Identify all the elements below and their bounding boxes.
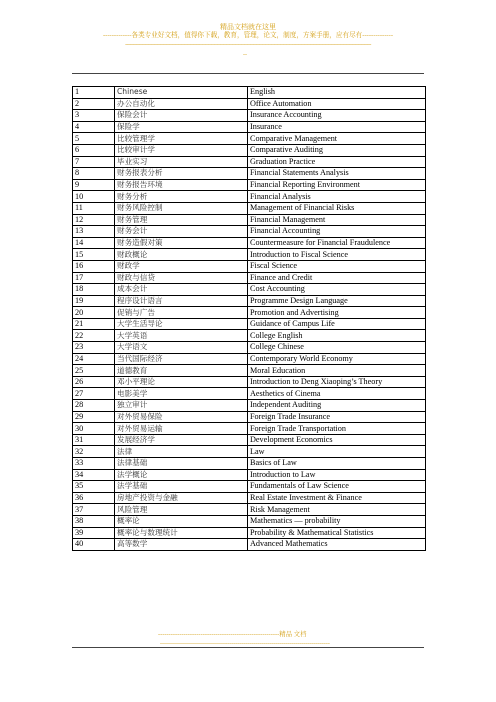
chinese-term: 财政与信贷 xyxy=(115,272,248,284)
row-number: 23 xyxy=(73,342,115,354)
english-term: Introduction to Fiscal Science xyxy=(248,249,426,261)
row-number: 31 xyxy=(73,434,115,446)
row-number: 21 xyxy=(73,318,115,330)
chinese-term: 道德教育 xyxy=(115,365,248,377)
table-row xyxy=(73,272,426,284)
english-term: Cost Accounting xyxy=(248,284,426,296)
english-term: Introduction to Law xyxy=(248,469,426,481)
row-number: 10 xyxy=(73,191,115,203)
english-term: Moral Education xyxy=(248,365,426,377)
chinese-term: 对外贸易运输 xyxy=(115,423,248,435)
row-number: 2 xyxy=(73,98,115,110)
table-row xyxy=(73,110,426,122)
row-number: 3 xyxy=(73,110,115,122)
table-row xyxy=(73,179,426,191)
table-row xyxy=(73,318,426,330)
english-term: Insurance Accounting xyxy=(248,110,426,122)
table-row xyxy=(73,87,426,99)
english-term: Insurance xyxy=(248,121,426,133)
english-term: Aesthetics of Cinema xyxy=(248,388,426,400)
table-row xyxy=(73,376,426,388)
english-term: Independent Auditing xyxy=(248,400,426,412)
chinese-term: 财务风险控制 xyxy=(115,202,248,214)
chinese-term: 法律基础 xyxy=(115,458,248,470)
table-row xyxy=(73,411,426,423)
table-row xyxy=(73,133,426,145)
english-term: Finance and Credit xyxy=(248,272,426,284)
chinese-term: 法律 xyxy=(115,446,248,458)
english-term: Risk Management xyxy=(248,504,426,516)
header-rule xyxy=(72,73,424,74)
row-number: 38 xyxy=(73,515,115,527)
chinese-term: 成本会计 xyxy=(115,284,248,296)
chinese-term: 财政概论 xyxy=(115,249,248,261)
row-number: 35 xyxy=(73,481,115,493)
table-row xyxy=(73,504,426,516)
english-term: Financial Statements Analysis xyxy=(248,168,426,180)
row-number: 5 xyxy=(73,133,115,145)
table-row xyxy=(73,400,426,412)
english-term: Mathematics — probability xyxy=(248,515,426,527)
chinese-term: 财务分析 xyxy=(115,191,248,203)
table-row xyxy=(73,144,426,156)
chinese-term: 大学英语 xyxy=(115,330,248,342)
row-number: 24 xyxy=(73,353,115,365)
table-row xyxy=(73,191,426,203)
english-term: English xyxy=(248,87,426,99)
row-number: 18 xyxy=(73,284,115,296)
english-term: Foreign Trade Insurance xyxy=(248,411,426,423)
english-term: Law xyxy=(248,446,426,458)
row-number: 29 xyxy=(73,411,115,423)
chinese-term: 财政学 xyxy=(115,260,248,272)
chinese-term: 法学概论 xyxy=(115,469,248,481)
row-number: 27 xyxy=(73,388,115,400)
watermark-title: 精品文档就在这里 xyxy=(220,23,276,31)
english-term: Graduation Practice xyxy=(248,156,426,168)
english-term: Advanced Mathematics xyxy=(248,539,426,551)
chinese-term: 发展经济学 xyxy=(115,434,248,446)
english-term: Financial Accounting xyxy=(248,226,426,238)
watermark-banner: -------------各类专业好文档，值得你下载，教育，管理，论文，制度，方案手册，应有尽有-------------- xyxy=(102,32,394,39)
english-term: Contemporary World Economy xyxy=(248,353,426,365)
chinese-term: 法学基础 xyxy=(115,481,248,493)
row-number: 6 xyxy=(73,144,115,156)
chinese-term: 当代国际经济 xyxy=(115,353,248,365)
row-number: 4 xyxy=(73,121,115,133)
table-row xyxy=(73,492,426,504)
row-number: 37 xyxy=(73,504,115,516)
english-term: College Chinese xyxy=(248,342,426,354)
row-number: 9 xyxy=(73,179,115,191)
watermark-footer: ---------------------------------------------------------精品 文档 xyxy=(158,631,307,638)
table-row xyxy=(73,365,426,377)
table-row xyxy=(73,446,426,458)
row-number: 26 xyxy=(73,376,115,388)
table-row xyxy=(73,515,426,527)
table-row xyxy=(73,307,426,319)
table-row xyxy=(73,237,426,249)
table-row xyxy=(73,469,426,481)
row-number: 34 xyxy=(73,469,115,481)
chinese-term: 财务管理 xyxy=(115,214,248,226)
row-number: 14 xyxy=(73,237,115,249)
row-number: 22 xyxy=(73,330,115,342)
watermark-dash-line: -------------------------------------------------------------------------------------------------------------------------------------------------------------------- xyxy=(125,42,371,48)
english-term: Countermeasure for Financial Fraudulence xyxy=(248,237,426,249)
watermark-footer-dashes: ------------------------------------------------------------------------------------- xyxy=(160,641,330,647)
table-row xyxy=(73,527,426,539)
row-number: 39 xyxy=(73,527,115,539)
english-term: Guidance of Campus Life xyxy=(248,318,426,330)
row-number: 40 xyxy=(73,539,115,551)
chinese-term: 邓小平理论 xyxy=(115,376,248,388)
chinese-term: 高等数学 xyxy=(115,539,248,551)
row-number: 19 xyxy=(73,295,115,307)
row-number: 36 xyxy=(73,492,115,504)
chinese-term: Chinese xyxy=(115,87,248,99)
table-row xyxy=(73,353,426,365)
row-number: 11 xyxy=(73,202,115,214)
table-row xyxy=(73,168,426,180)
chinese-term: 毕业实习 xyxy=(115,156,248,168)
table-row xyxy=(73,330,426,342)
chinese-term: 财务造假对策 xyxy=(115,237,248,249)
row-number: 16 xyxy=(73,260,115,272)
english-term: Development Economics xyxy=(248,434,426,446)
table-row xyxy=(73,284,426,296)
english-term: Comparative Auditing xyxy=(248,144,426,156)
chinese-term: 程序设计语言 xyxy=(115,295,248,307)
english-term: Programme Design Language xyxy=(248,295,426,307)
english-term: Fiscal Science xyxy=(248,260,426,272)
table-row xyxy=(73,202,426,214)
chinese-term: 电影美学 xyxy=(115,388,248,400)
footer-rule xyxy=(72,647,424,648)
chinese-term: 比较管理学 xyxy=(115,133,248,145)
row-number: 17 xyxy=(73,272,115,284)
table-row xyxy=(73,260,426,272)
row-number: 25 xyxy=(73,365,115,377)
chinese-term: 对外贸易保险 xyxy=(115,411,248,423)
table-row xyxy=(73,214,426,226)
row-number: 20 xyxy=(73,307,115,319)
chinese-term: 促销与广告 xyxy=(115,307,248,319)
english-term: Fundamentals of Law Science xyxy=(248,481,426,493)
row-number: 8 xyxy=(73,168,115,180)
chinese-term: 大学生活导论 xyxy=(115,318,248,330)
watermark-dash-short: -- xyxy=(243,52,247,58)
english-term: Financial Analysis xyxy=(248,191,426,203)
row-number: 33 xyxy=(73,458,115,470)
english-term: Office Automation xyxy=(248,98,426,110)
english-term: Management of Financial Risks xyxy=(248,202,426,214)
table-row xyxy=(73,539,426,551)
chinese-term: 办公自动化 xyxy=(115,98,248,110)
english-term: Foreign Trade Transportation xyxy=(248,423,426,435)
table-row xyxy=(73,481,426,493)
chinese-term: 保险会计 xyxy=(115,110,248,122)
chinese-term: 财务报告环境 xyxy=(115,179,248,191)
english-term: Introduction to Deng Xiaoping’s Theory xyxy=(248,376,426,388)
english-term: Basics of Law xyxy=(248,458,426,470)
english-term: Financial Management xyxy=(248,214,426,226)
row-number: 12 xyxy=(73,214,115,226)
row-number: 15 xyxy=(73,249,115,261)
table-row xyxy=(73,98,426,110)
table-row xyxy=(73,388,426,400)
english-term: Financial Reporting Environment xyxy=(248,179,426,191)
chinese-term: 房地产投资与金融 xyxy=(115,492,248,504)
glossary-table xyxy=(72,86,426,551)
english-term: Comparative Management xyxy=(248,133,426,145)
row-number: 13 xyxy=(73,226,115,238)
table-row xyxy=(73,458,426,470)
chinese-term: 概率论与数理统计 xyxy=(115,527,248,539)
chinese-term: 概率论 xyxy=(115,515,248,527)
table-row xyxy=(73,249,426,261)
table-row xyxy=(73,226,426,238)
row-number: 30 xyxy=(73,423,115,435)
english-term: College English xyxy=(248,330,426,342)
chinese-term: 大学语文 xyxy=(115,342,248,354)
row-number: 28 xyxy=(73,400,115,412)
row-number: 1 xyxy=(73,87,115,99)
chinese-term: 财务会计 xyxy=(115,226,248,238)
row-number: 7 xyxy=(73,156,115,168)
table-row xyxy=(73,295,426,307)
table-row xyxy=(73,342,426,354)
table-row xyxy=(73,434,426,446)
glossary-table-body xyxy=(73,87,426,551)
chinese-term: 保险学 xyxy=(115,121,248,133)
row-number: 32 xyxy=(73,446,115,458)
english-term: Promotion and Advertising xyxy=(248,307,426,319)
english-term: Real Estate Investment & Finance xyxy=(248,492,426,504)
table-row xyxy=(73,423,426,435)
english-term: Probability & Mathematical Statistics xyxy=(248,527,426,539)
table-row xyxy=(73,121,426,133)
chinese-term: 独立审计 xyxy=(115,400,248,412)
chinese-term: 财务报表分析 xyxy=(115,168,248,180)
chinese-term: 风险管理 xyxy=(115,504,248,516)
chinese-term: 比较审计学 xyxy=(115,144,248,156)
table-row xyxy=(73,156,426,168)
